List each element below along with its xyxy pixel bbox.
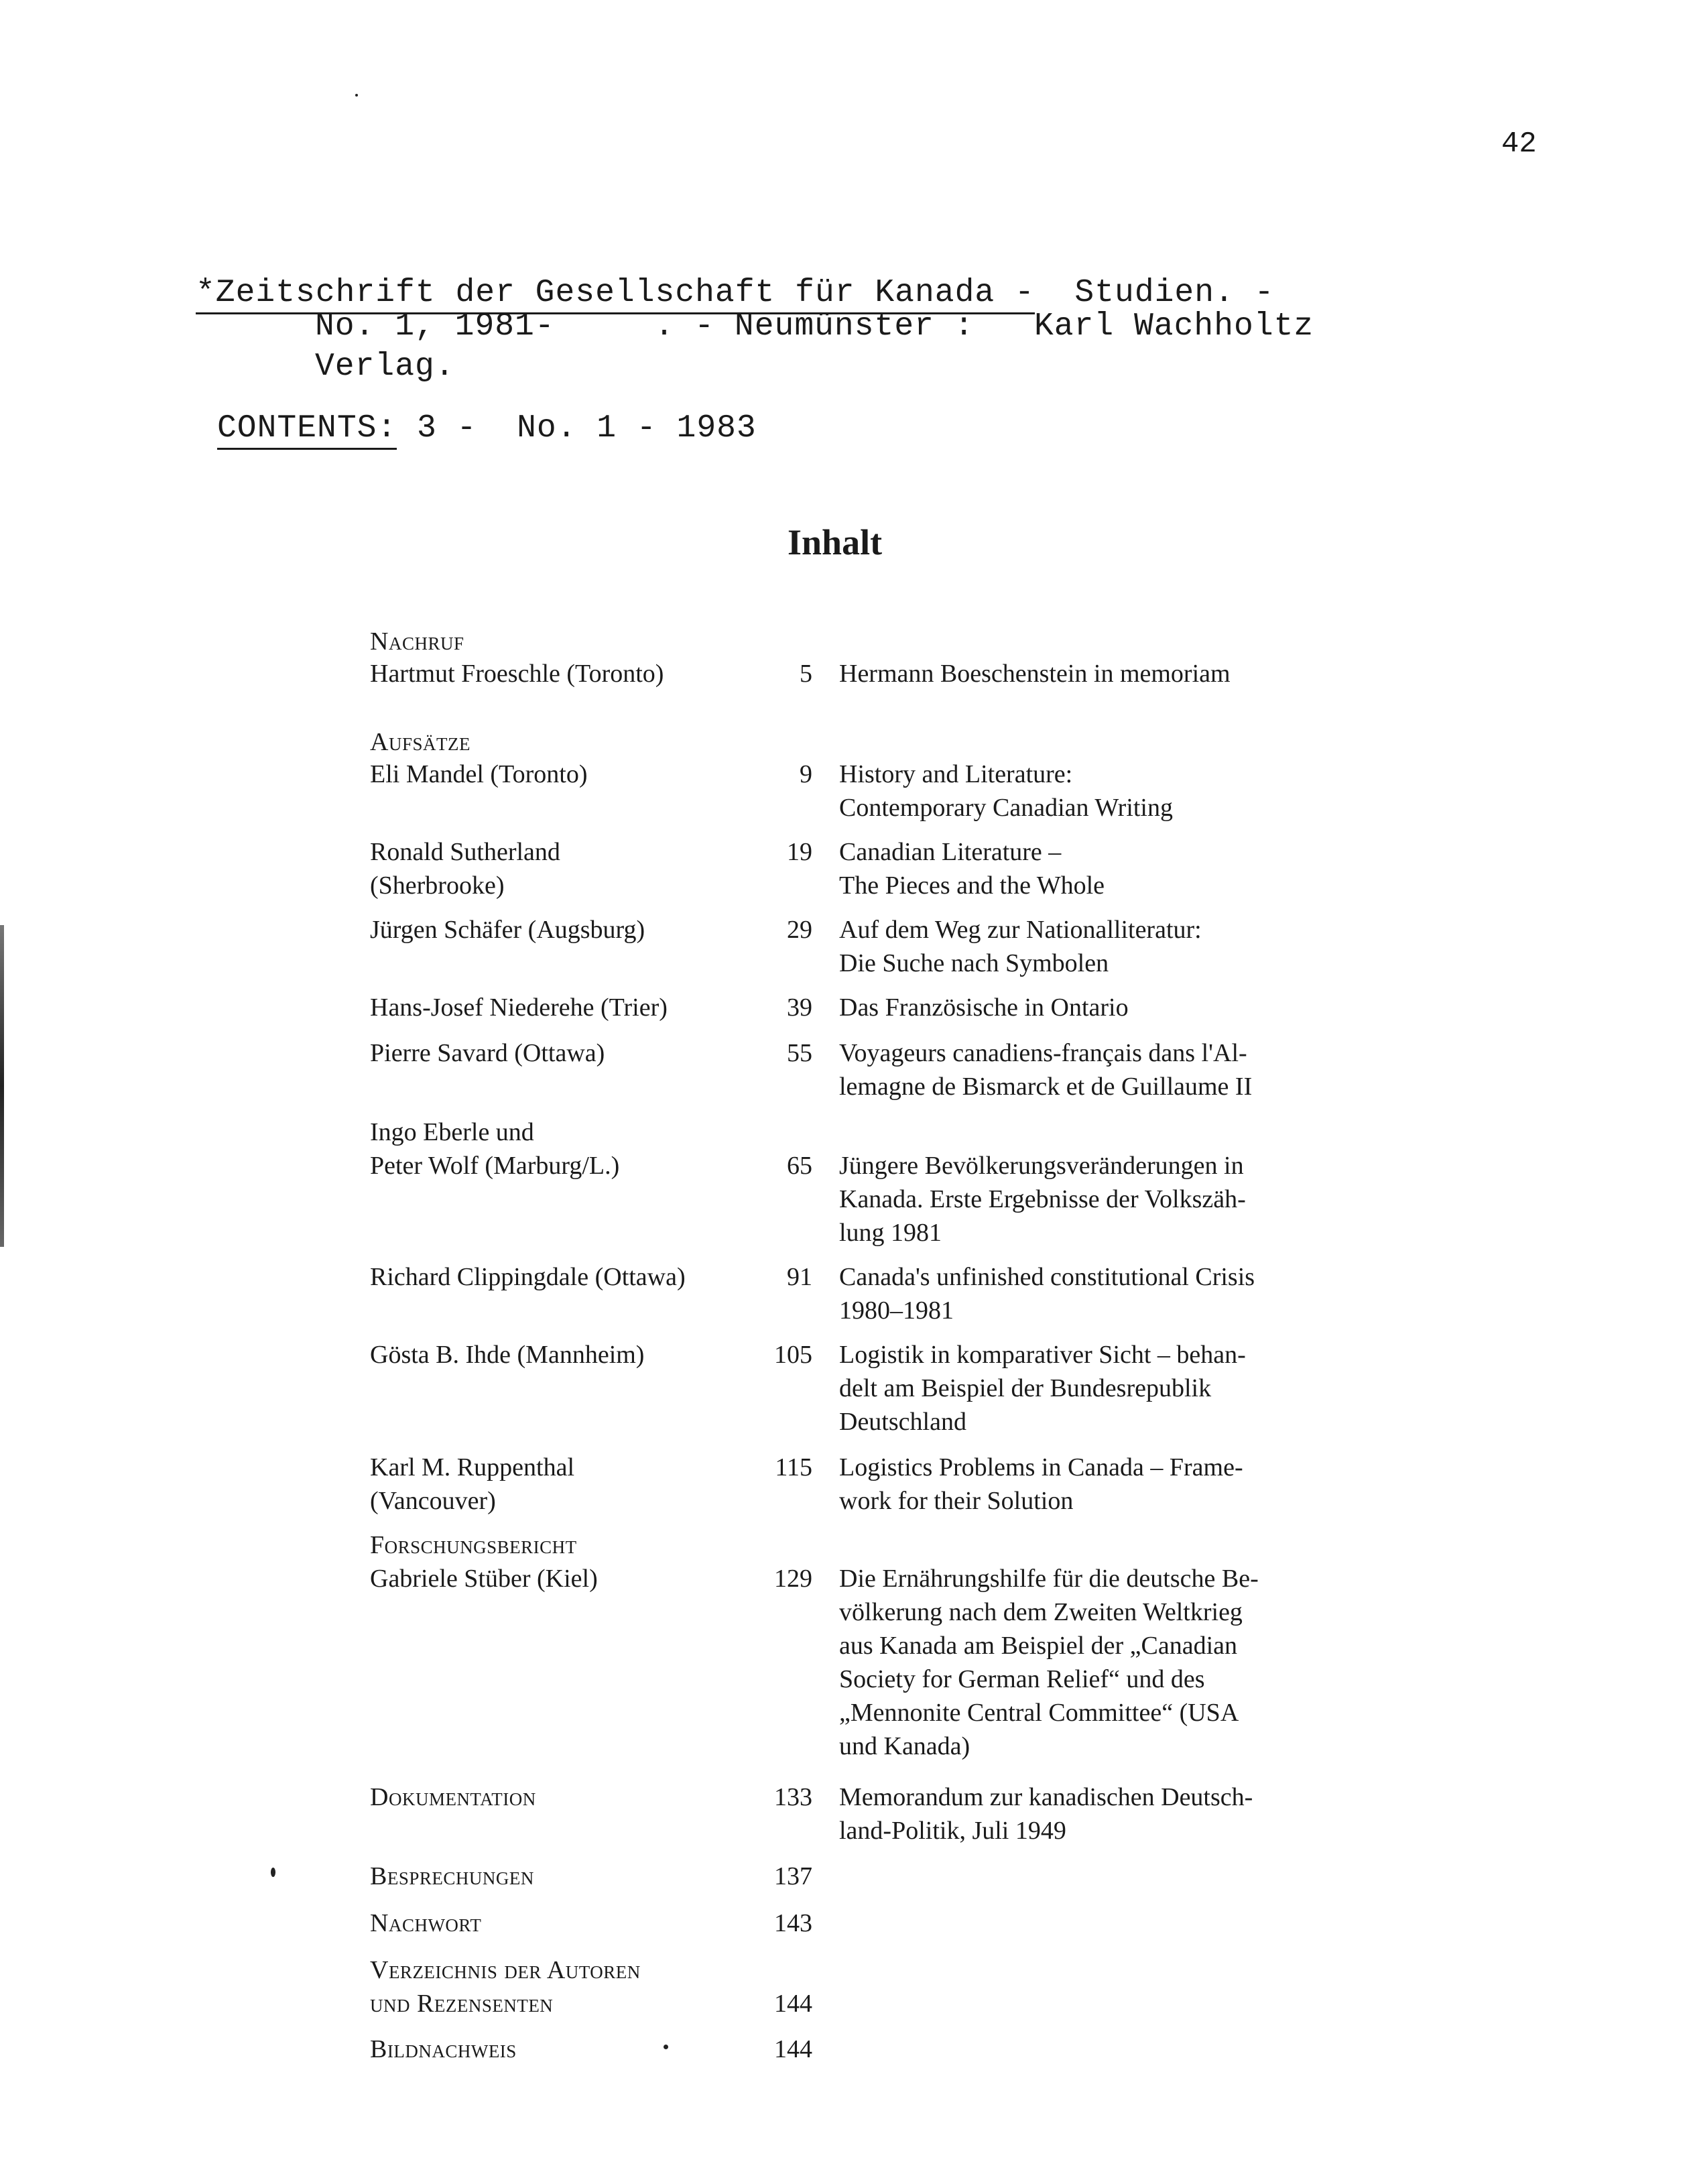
section-heading-forschungsbericht: Forschungsbericht <box>370 1531 577 1559</box>
citation-title-underlined: *Zeitschrift der Gesellschaft für Kanada - <box>196 275 1035 314</box>
contents-value: 3 - No. 1 - 1983 <box>397 410 757 446</box>
toc-entry-author: Gabriele Stüber (Kiel) <box>370 1565 598 1593</box>
toc-entry-page: 65 <box>787 1152 812 1180</box>
page-number: 42 <box>1501 127 1537 161</box>
toc-back-matter-dokumentation: Dokumentation <box>370 1783 536 1811</box>
toc-entry-title: Auf dem Weg zur Nationalliteratur: Die Suche nach Symbolen <box>839 916 1202 977</box>
toc-entry-page: 105 <box>774 1341 812 1369</box>
scan-speck <box>271 1868 275 1877</box>
toc-entry-author: Eli Mandel (Toronto) <box>370 760 588 788</box>
section-heading-aufsaetze: Aufsätze <box>370 728 470 756</box>
toc-entry-page: 19 <box>787 838 812 866</box>
toc-entry-title: Logistik in komparativer Sicht – behan- delt am Beispiel der Bundesrepublik Deutschland <box>839 1341 1246 1436</box>
toc-entry-title: Jüngere Bevölkerungsveränderungen in Kanada. Erste Ergebnisse der Volkszäh- lung 1981 <box>839 1152 1246 1247</box>
toc-entry-page: 144 <box>774 1990 812 2018</box>
toc-entry-page: 55 <box>787 1039 812 1067</box>
toc-entry-page: 144 <box>774 2035 812 2063</box>
toc-entry-title: History and Literature: Contemporary Canadian Writing <box>839 760 1173 822</box>
toc-entry-author: Karl M. Ruppenthal (Vancouver) <box>370 1453 575 1515</box>
toc-entry-page: 29 <box>787 916 812 944</box>
toc-entry-page: 129 <box>774 1565 812 1593</box>
toc-entry-author: Hartmut Froeschle (Toronto) <box>370 660 664 688</box>
toc-entry-page: 91 <box>787 1263 812 1291</box>
toc-entry-title: Memorandum zur kanadischen Deutsch- land-Politik, Juli 1949 <box>839 1783 1253 1845</box>
toc-entry-author: Jürgen Schäfer (Augsburg) <box>370 916 645 944</box>
toc-entry-title: Das Französische in Ontario <box>839 993 1129 1022</box>
citation-line-3: Verlag. <box>315 349 455 385</box>
citation-title-rest: Studien. - <box>1034 275 1275 311</box>
toc-entry-author: Hans-Josef Niederehe (Trier) <box>370 993 668 1022</box>
toc-back-matter-nachwort: Nachwort <box>370 1909 482 1937</box>
toc-heading: Inhalt <box>788 522 883 562</box>
toc-entry-page: 9 <box>800 760 812 788</box>
toc-back-matter-bildnachweis: Bildnachweis <box>370 2035 517 2063</box>
toc-entry-title: Logistics Problems in Canada – Frame- work for their Solution <box>839 1453 1243 1515</box>
toc-entry-author: Gösta B. Ihde (Mannheim) <box>370 1341 645 1369</box>
scan-speck <box>664 2045 668 2049</box>
scan-edge-shadow <box>0 925 4 1247</box>
contents-label: CONTENTS: <box>217 410 397 450</box>
citation-line-1 <box>196 275 1274 311</box>
toc-entry-page: 143 <box>774 1909 812 1937</box>
toc-entry-author: Pierre Savard (Ottawa) <box>370 1039 605 1067</box>
toc-entry-title: Die Ernährungshilfe für die deutsche Be- völkerung nach dem Zweiten Weltkrieg aus Kanada am Beispiel der „Canadian Society for German Relief“ und des „Mennonite Central Committee“ (USA und Kanada) <box>839 1565 1259 1760</box>
toc-entry-title: Canada's unfinished constitutional Crisis 1980–1981 <box>839 1263 1255 1325</box>
toc-back-matter-besprechungen: Besprechungen <box>370 1862 534 1890</box>
toc-entry-page: 39 <box>787 993 812 1022</box>
toc-entry-author: Ronald Sutherland (Sherbrooke) <box>370 838 560 900</box>
toc-entry-title: Canadian Literature – The Pieces and the Whole <box>839 838 1105 900</box>
toc-entry-title: Hermann Boeschenstein in memoriam <box>839 660 1231 688</box>
toc-entry-author: Richard Clippingdale (Ottawa) <box>370 1263 686 1291</box>
toc-entry-page: 133 <box>774 1783 812 1811</box>
citation-line-2: No. 1, 1981- . - Neumünster : Karl Wachholtz <box>315 308 1314 345</box>
scan-speck <box>355 94 358 97</box>
toc-back-matter-verzeichnis: Verzeichnis der Autoren und Rezensenten <box>370 1956 641 2018</box>
contents-line <box>217 410 757 446</box>
toc-entry-author: Ingo Eberle und Peter Wolf (Marburg/L.) <box>370 1118 620 1180</box>
toc-entry-page: 5 <box>800 660 812 688</box>
toc-entry-title: Voyageurs canadiens-français dans l'Al- lemagne de Bismarck et de Guillaume II <box>839 1039 1253 1101</box>
toc-entry-page: 115 <box>775 1453 812 1481</box>
toc-entry-page: 137 <box>774 1862 812 1890</box>
section-heading-nachruf: Nachruf <box>370 627 464 656</box>
